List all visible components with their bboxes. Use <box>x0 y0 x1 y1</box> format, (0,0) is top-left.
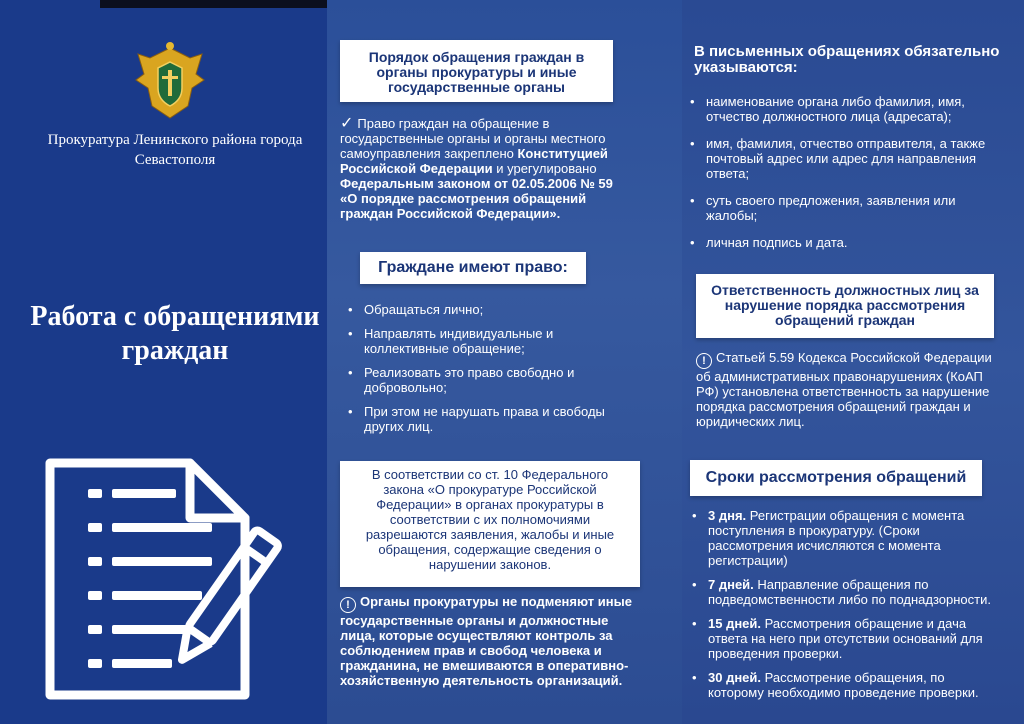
list-item: • Реализовать это право свободно и добровольно; <box>346 365 636 395</box>
warning-text: ! Органы прокуратуры не подменяют иные государственные органы и должностные лица, которые осуществляют контроль за соблюдением прав и свобод человека и гражданина, не вмешиваются в оперативно-хозяйственную деятельность организаций. <box>340 594 632 688</box>
list-item: • наименование органа либо фамилия, имя, отчество должностного лица (адресата); <box>688 94 988 124</box>
written-title: В письменных обращениях обязательно указываются: <box>694 43 1000 76</box>
rights-list <box>346 302 636 434</box>
terms-title: Сроки рассмотрения обращений <box>705 469 967 486</box>
rights-title: Граждане имеют право: <box>378 259 568 276</box>
responsibility-title-box <box>696 274 994 338</box>
list-item: • личная подпись и дата. <box>688 235 988 250</box>
rights-title-box <box>360 252 586 284</box>
check-icon: ✓ <box>340 115 354 132</box>
prosecutor-emblem-icon <box>132 40 208 122</box>
document-pen-icon <box>40 455 300 705</box>
terms-list <box>690 508 998 700</box>
list-item: • 3 дня. Регистрации обращения с момента поступления в прокуратуру. (Сроки рассмотрения исчисляются с момента регистрации) <box>690 508 998 568</box>
law-text: В соответствии со ст. 10 Федерального закона «О прокуратуре Российской Федерации» в органах прокуратуры в соответствии с их полномочиями разрешаются заявления, жалобы и иные обращения, содержащие сведения о нарушении законов. <box>365 467 615 572</box>
list-item: • 30 дней. Рассмотрение обращения, по которому необходимо проведение проверки. <box>690 670 998 700</box>
responsibility-text: ! Статьей 5.59 Кодекса Российской Федерации об административных правонарушениях (КоАП РФ) установлена ответственность за нарушение порядка рассмотрения обращений граждан и юридических лиц. <box>696 350 992 429</box>
terms-title-box <box>690 460 982 496</box>
written-list <box>688 94 988 250</box>
list-item: • При этом не нарушать права и свободы других лиц. <box>346 404 636 434</box>
list-item: • 15 дней. Рассмотрения обращение и дача ответа на него при отсутствии оснований для проведения проверки. <box>690 616 998 661</box>
list-item: • имя, фамилия, отчество отправителя, а также почтовый адрес или адрес для направления ответа; <box>688 136 988 181</box>
list-item: • 7 дней. Направление обращения по подведомственности либо по поднадзорности. <box>690 577 998 607</box>
list-item: • суть своего предложения, заявления или жалобы; <box>688 193 988 223</box>
organization-name: Прокуратура Ленинского района города Севастополя <box>47 132 303 168</box>
exclamation-icon: ! <box>696 353 712 369</box>
procedure-header: Порядок обращения граждан в органы прокуратуры и иные государственные органы <box>368 49 585 95</box>
list-item: • Направлять индивидуальные и коллективные обращение; <box>346 326 636 356</box>
left-panel <box>0 0 327 724</box>
exclamation-icon: ! <box>340 597 356 613</box>
procedure-header-box <box>340 40 613 102</box>
list-item: • Обращаться лично; <box>346 302 636 317</box>
responsibility-title: Ответственность должностных лиц за нарушение порядка рассмотрения обращений граждан <box>711 282 979 328</box>
page-title: Работа с обращениями граждан <box>30 301 320 366</box>
law-box <box>340 461 640 587</box>
intro-text: ✓ Право граждан на обращение в государственные органы и органы местного самоуправления закреплено Конституцией Российской Федерации и урегулировано Федеральным законом от 02.05.2006 № 59 «О порядке рассмотрения обращений граждан Российской Федерации». <box>340 115 613 221</box>
